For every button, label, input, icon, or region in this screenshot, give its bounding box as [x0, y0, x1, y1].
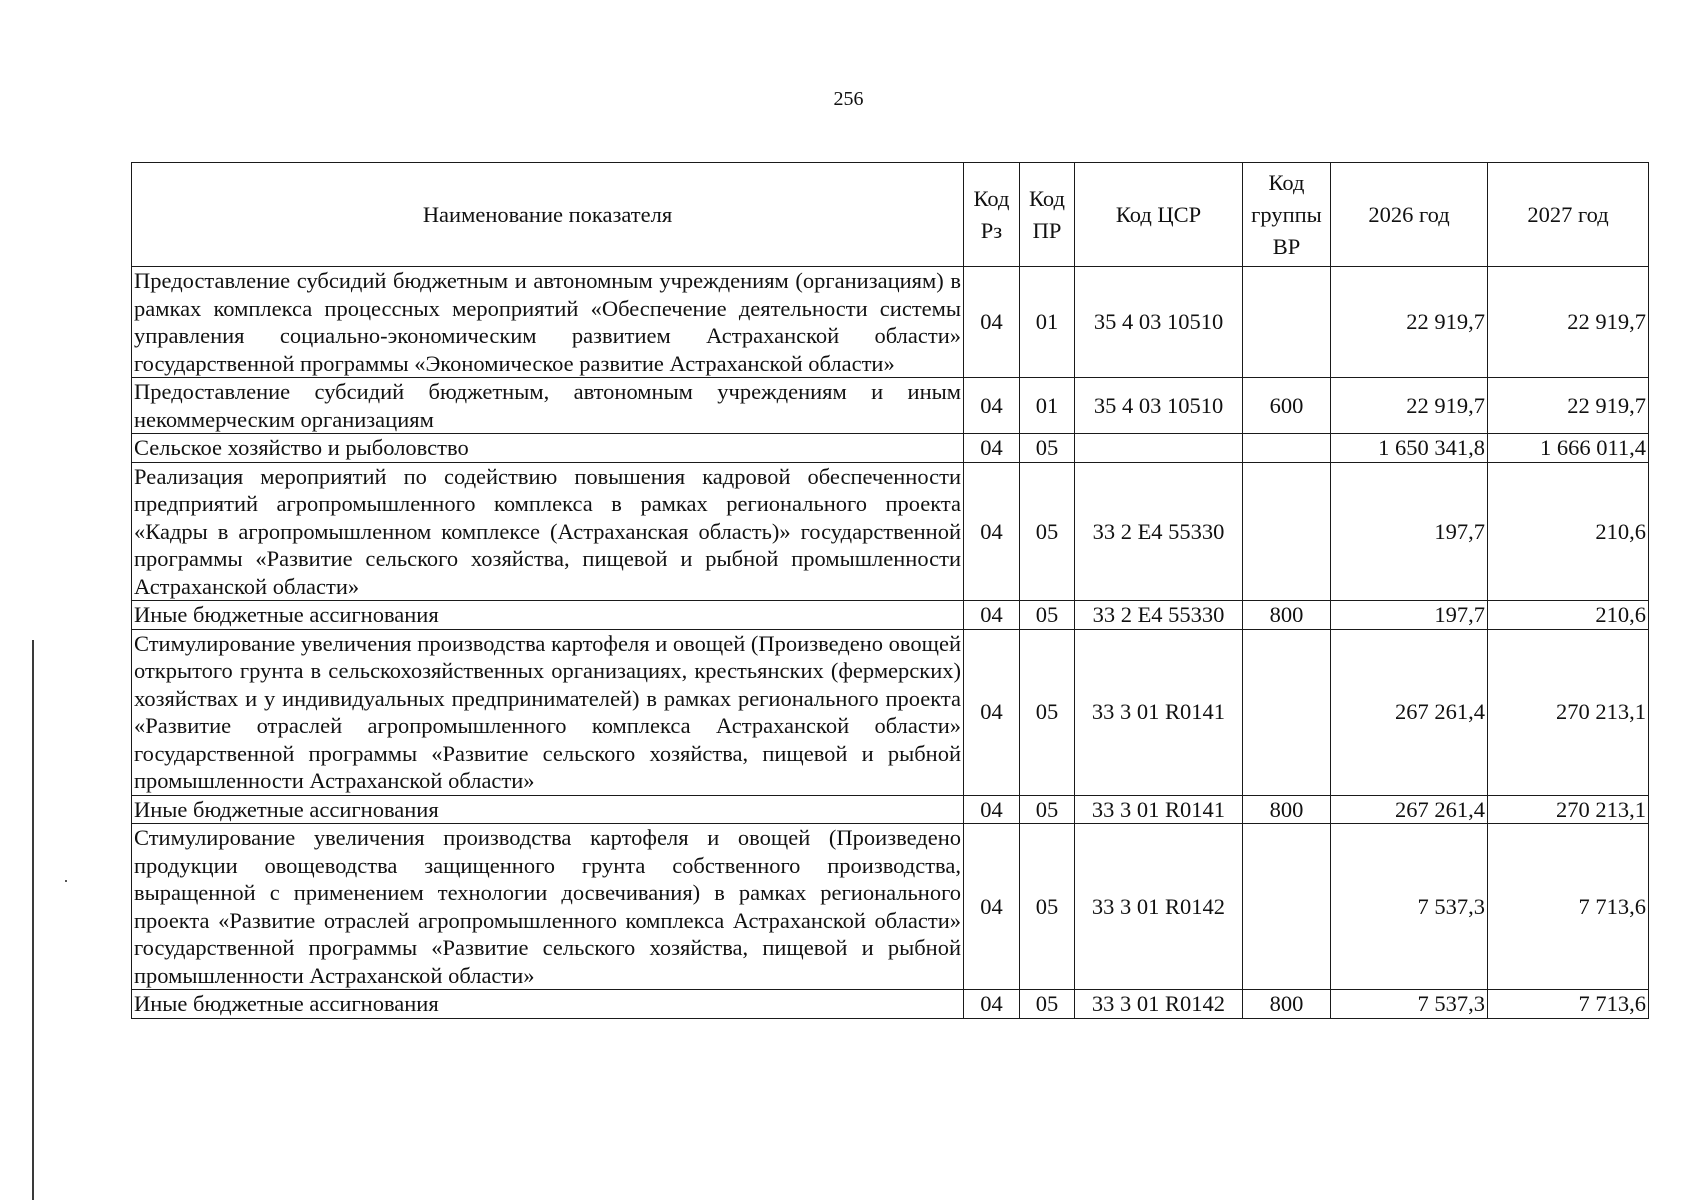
row-name: Иные бюджетные ассигнования	[132, 990, 964, 1019]
table-row	[132, 824, 1649, 990]
header-pr: Код ПР	[1020, 163, 1075, 267]
row-vr: 800	[1243, 990, 1331, 1019]
row-vr: 600	[1243, 378, 1331, 434]
table-header-row	[132, 163, 1649, 267]
row-value-2026: 197,7	[1331, 462, 1488, 601]
budget-table	[131, 162, 1649, 1019]
row-csr	[1075, 434, 1243, 463]
row-vr	[1243, 462, 1331, 601]
row-name: Стимулирование увеличения производства картофеля и овощей (Произведено овощей открытого грунта в сельскохозяйственных организациях, крестьянских (фермерских) хозяйствах и у индивидуальных предпринимателей) в рамках регионального проекта «Развитие отраслей агропромышленного комплекса Астраханской области» государственной программы «Развитие сельского хозяйства, пищевой и рыбной промышленности Астраханской области»	[132, 629, 964, 795]
row-rz: 04	[964, 795, 1020, 824]
row-rz: 04	[964, 267, 1020, 378]
row-csr: 33 2 Е4 55330	[1075, 601, 1243, 630]
row-rz: 04	[964, 601, 1020, 630]
row-name: Сельское хозяйство и рыболовство	[132, 434, 964, 463]
row-csr: 33 3 01 R0141	[1075, 795, 1243, 824]
row-rz: 04	[964, 378, 1020, 434]
row-pr: 05	[1020, 601, 1075, 630]
table-row	[132, 434, 1649, 463]
row-pr: 05	[1020, 824, 1075, 990]
table-row	[132, 462, 1649, 601]
row-csr: 33 2 Е4 55330	[1075, 462, 1243, 601]
row-pr: 01	[1020, 378, 1075, 434]
row-pr: 05	[1020, 795, 1075, 824]
row-pr: 01	[1020, 267, 1075, 378]
row-vr	[1243, 824, 1331, 990]
table-row	[132, 795, 1649, 824]
row-value-2027: 270 213,1	[1488, 795, 1649, 824]
row-name: Иные бюджетные ассигнования	[132, 795, 964, 824]
row-csr: 35 4 03 10510	[1075, 267, 1243, 378]
header-name: Наименование показателя	[132, 163, 964, 267]
row-rz: 04	[964, 629, 1020, 795]
row-name: Иные бюджетные ассигнования	[132, 601, 964, 630]
row-value-2026: 267 261,4	[1331, 629, 1488, 795]
row-rz: 04	[964, 824, 1020, 990]
scan-margin-line	[32, 640, 34, 1200]
row-name: Реализация мероприятий по содействию повышения кадровой обеспеченности предприятий агропромышленного комплекса в рамках регионального проекта «Кадры в агропромышленном комплексе (Астраханская область)» государственной программы «Развитие сельского хозяйства, пищевой и рыбной промышленности Астраханской области»	[132, 462, 964, 601]
row-vr	[1243, 267, 1331, 378]
row-csr: 35 4 03 10510	[1075, 378, 1243, 434]
row-vr: 800	[1243, 601, 1331, 630]
row-pr: 05	[1020, 629, 1075, 795]
row-value-2027: 210,6	[1488, 601, 1649, 630]
row-name: Предоставление субсидий бюджетным и автономным учреждениям (организациям) в рамках комплекса процессных мероприятий «Обеспечение деятельности системы управления социально-экономическим развитием Астраханской области» государственной программы «Экономическое развитие Астраханской области»	[132, 267, 964, 378]
row-value-2027: 1 666 011,4	[1488, 434, 1649, 463]
row-value-2026: 1 650 341,8	[1331, 434, 1488, 463]
row-value-2027: 7 713,6	[1488, 824, 1649, 990]
row-name: Предоставление субсидий бюджетным, автономным учреждениям и иным некоммерческим организациям	[132, 378, 964, 434]
row-name: Стимулирование увеличения производства картофеля и овощей (Произведено продукции овощеводства защищенного грунта собственного производства, выращенной с применением технологии досвечивания) в рамках регионального проекта «Развитие отраслей агропромышленного комплекса Астраханской области» государственной программы «Развитие сельского хозяйства, пищевой и рыбной промышленности Астраханской области»	[132, 824, 964, 990]
row-value-2026: 7 537,3	[1331, 990, 1488, 1019]
header-rz: Код Рз	[964, 163, 1020, 267]
header-year-2026: 2026 год	[1331, 163, 1488, 267]
row-value-2026: 197,7	[1331, 601, 1488, 630]
table-row	[132, 378, 1649, 434]
row-value-2027: 270 213,1	[1488, 629, 1649, 795]
row-pr: 05	[1020, 990, 1075, 1019]
row-vr	[1243, 434, 1331, 463]
table-row	[132, 601, 1649, 630]
header-vr: Код группы ВР	[1243, 163, 1331, 267]
row-value-2026: 22 919,7	[1331, 378, 1488, 434]
header-year-2027: 2027 год	[1488, 163, 1649, 267]
page-number: 256	[833, 88, 864, 110]
row-vr: 800	[1243, 795, 1331, 824]
row-value-2027: 22 919,7	[1488, 267, 1649, 378]
row-rz: 04	[964, 990, 1020, 1019]
table-row	[132, 990, 1649, 1019]
row-value-2027: 22 919,7	[1488, 378, 1649, 434]
row-csr: 33 3 01 R0142	[1075, 990, 1243, 1019]
row-value-2027: 210,6	[1488, 462, 1649, 601]
row-pr: 05	[1020, 462, 1075, 601]
row-csr: 33 3 01 R0141	[1075, 629, 1243, 795]
row-rz: 04	[964, 462, 1020, 601]
header-csr: Код ЦСР	[1075, 163, 1243, 267]
row-pr: 05	[1020, 434, 1075, 463]
table-row	[132, 629, 1649, 795]
row-value-2026: 7 537,3	[1331, 824, 1488, 990]
scan-artifact-dot	[65, 880, 67, 882]
table-row	[132, 267, 1649, 378]
row-value-2026: 267 261,4	[1331, 795, 1488, 824]
row-vr	[1243, 629, 1331, 795]
row-value-2027: 7 713,6	[1488, 990, 1649, 1019]
row-csr: 33 3 01 R0142	[1075, 824, 1243, 990]
row-value-2026: 22 919,7	[1331, 267, 1488, 378]
row-rz: 04	[964, 434, 1020, 463]
